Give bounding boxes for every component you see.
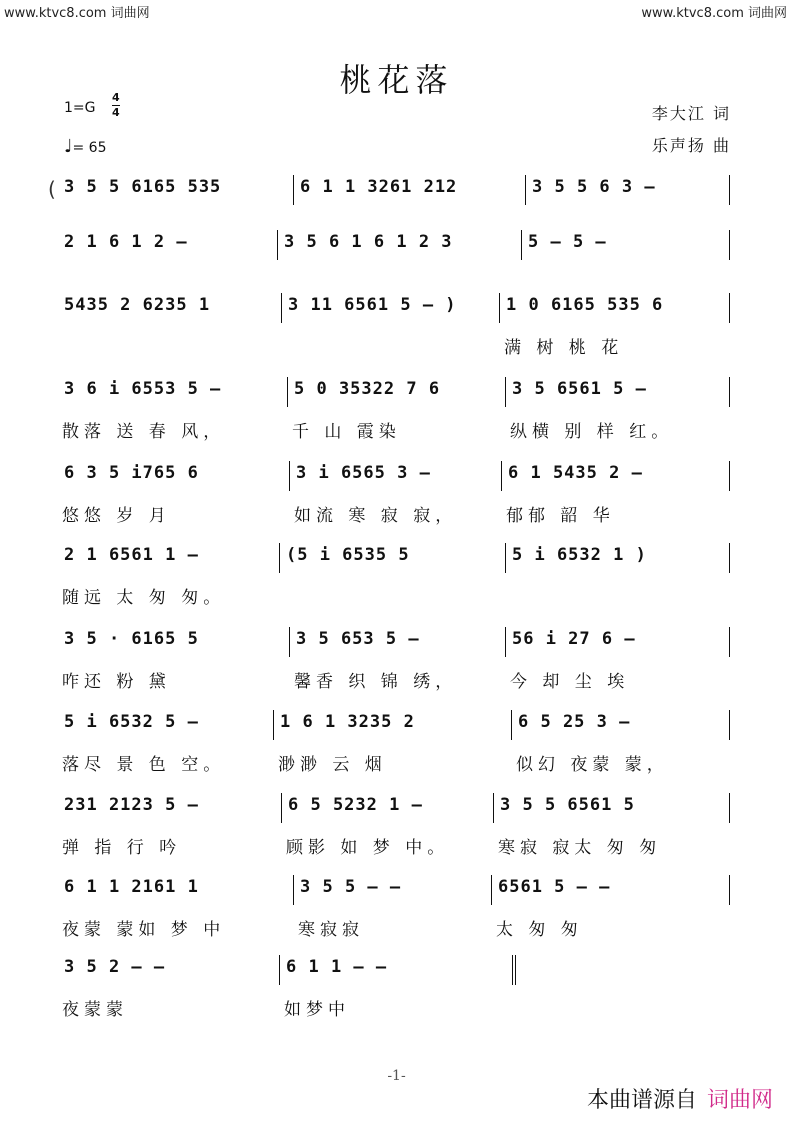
measure bbox=[492, 875, 730, 940]
composer-credit: 乐声扬 曲 bbox=[651, 136, 731, 155]
measure-notes: 2 1 6561 1 – bbox=[64, 545, 199, 565]
measure-notes: 3 5 653 5 – bbox=[296, 629, 420, 649]
measure bbox=[494, 793, 730, 858]
measure-lyrics: 顾影 如 梦 中。 bbox=[286, 838, 450, 858]
measure-notes: 1 0 6165 535 6 bbox=[506, 295, 664, 315]
measure-lyrics: 如流 寒 寂 寂， bbox=[294, 506, 458, 526]
measure bbox=[282, 293, 500, 323]
measure-notes: 2 1 6 1 2 – bbox=[64, 232, 188, 252]
measure bbox=[294, 875, 492, 940]
measure bbox=[58, 543, 280, 608]
time-signature-top: 4 bbox=[112, 91, 120, 104]
measure-lyrics: 寒寂寂 bbox=[298, 920, 364, 940]
measure-notes: 6 5 25 3 – bbox=[518, 712, 631, 732]
measure bbox=[58, 710, 274, 775]
measure-notes: 6 1 1 – – bbox=[286, 957, 388, 977]
quarter-note-icon: ♩ bbox=[64, 136, 73, 157]
measure-lyrics: 馨香 织 锦 绣， bbox=[294, 672, 458, 692]
measure-lyrics: 悠悠 岁 月 bbox=[62, 506, 171, 526]
measure bbox=[500, 293, 730, 358]
measure-notes: 3 5 5 6 3 – bbox=[532, 177, 656, 197]
measure-notes: 3 i 6565 3 – bbox=[296, 463, 431, 483]
measure-notes: 5 – 5 – bbox=[528, 232, 607, 252]
score-system bbox=[58, 230, 730, 300]
measure-notes: 3 5 6 1 6 1 2 3 bbox=[284, 232, 453, 252]
measure bbox=[58, 627, 290, 692]
measure bbox=[288, 377, 506, 442]
measure-lyrics: 夜蒙蒙 bbox=[62, 1000, 128, 1020]
measure-lyrics: 太 匆 匆 bbox=[496, 920, 583, 940]
song-title: 桃花落 bbox=[339, 61, 454, 99]
measure bbox=[58, 230, 278, 260]
measure-lyrics: 今 却 尘 埃 bbox=[510, 672, 630, 692]
measure bbox=[522, 230, 730, 260]
measure bbox=[280, 955, 516, 1020]
measure-lyrics: 咋还 粉 黛 bbox=[62, 672, 171, 692]
measure bbox=[512, 710, 730, 775]
measure-notes: 6 1 5435 2 – bbox=[508, 463, 643, 483]
measure-notes: 1 6 1 3235 2 bbox=[280, 712, 415, 732]
watermark-right: www.ktvc8.com 词曲网 bbox=[641, 6, 787, 21]
measure-notes: 231 2123 5 – bbox=[64, 795, 199, 815]
time-signature bbox=[112, 91, 120, 120]
measure-lyrics: 郁郁 韶 华 bbox=[506, 506, 615, 526]
lyricist-credit: 李大江 词 bbox=[651, 104, 731, 123]
measure-notes: 6 3 5 i765 6 bbox=[64, 463, 199, 483]
measure bbox=[290, 461, 502, 526]
measure-lyrics: 随远 太 匆 匆。 bbox=[62, 588, 226, 608]
measure bbox=[58, 955, 280, 1020]
measure-lyrics: 满 树 桃 花 bbox=[504, 338, 624, 358]
measure-notes: 3 5 5 – – bbox=[300, 877, 402, 897]
score-system bbox=[58, 293, 730, 363]
measure-notes: 56 i 27 6 – bbox=[512, 629, 636, 649]
measure bbox=[282, 793, 494, 858]
measure-notes: 3 5 2 – – bbox=[64, 957, 166, 977]
watermark-left: www.ktvc8.com 词曲网 bbox=[4, 6, 150, 21]
measure-notes: 3 5 5 6165 535 bbox=[64, 177, 222, 197]
score-system bbox=[58, 710, 730, 780]
measure-notes: 6 1 1 3261 212 bbox=[300, 177, 458, 197]
measure bbox=[294, 175, 526, 205]
measure-notes: 3 11 6561 5 – ) bbox=[288, 295, 457, 315]
measure bbox=[58, 793, 282, 858]
measure-lyrics: 落尽 景 色 空。 bbox=[62, 755, 226, 775]
score-system bbox=[58, 627, 730, 697]
measure bbox=[502, 461, 730, 526]
measure bbox=[290, 627, 506, 692]
measure-notes: 3 6 i 6553 5 – bbox=[64, 379, 222, 399]
source-credit bbox=[587, 1083, 773, 1114]
measure-notes: 5 i 6532 5 – bbox=[64, 712, 199, 732]
measure-lyrics: 千 山 霞染 bbox=[292, 422, 401, 442]
page-number: -1- bbox=[387, 1068, 406, 1084]
measure-notes: 6 1 1 2161 1 bbox=[64, 877, 199, 897]
measure bbox=[58, 293, 282, 323]
measure-notes: 6 5 5232 1 – bbox=[288, 795, 423, 815]
tempo-marking bbox=[64, 136, 107, 157]
measure-lyrics: 夜蒙 蒙如 梦 中 bbox=[62, 920, 226, 940]
time-signature-bottom: 4 bbox=[112, 106, 120, 119]
measure bbox=[58, 175, 294, 205]
measure bbox=[506, 543, 730, 573]
measure-lyrics: 散落 送 春 风， bbox=[62, 422, 226, 442]
measure bbox=[506, 627, 730, 692]
score-system bbox=[58, 793, 730, 863]
measure bbox=[280, 543, 506, 573]
source-label: 本曲谱源自 bbox=[586, 1088, 697, 1113]
source-brand: 词曲网 bbox=[706, 1088, 773, 1113]
score-system bbox=[58, 461, 730, 531]
measure bbox=[274, 710, 512, 775]
measure bbox=[278, 230, 522, 260]
measure-notes: 3 5 · 6165 5 bbox=[64, 629, 199, 649]
key-signature: 1=G bbox=[64, 100, 96, 116]
score-system bbox=[58, 875, 730, 945]
measure bbox=[58, 377, 288, 442]
measure-notes: 6561 5 – – bbox=[498, 877, 611, 897]
measure bbox=[58, 875, 294, 940]
measure-lyrics: 如梦中 bbox=[284, 1000, 350, 1020]
measure-notes: 5 i 6532 1 ) bbox=[512, 545, 647, 565]
tempo-value: = 65 bbox=[72, 140, 107, 156]
repeat-open-paren: ( bbox=[48, 177, 56, 201]
score-system bbox=[58, 377, 730, 447]
measure-notes: (5 i 6535 5 bbox=[286, 545, 410, 565]
measure-lyrics: 寒寂 寂太 匆 匆 bbox=[498, 838, 662, 858]
measure bbox=[526, 175, 730, 205]
score-system bbox=[58, 543, 730, 613]
measure-lyrics: 似幻 夜蒙 蒙， bbox=[516, 755, 669, 775]
measure-lyrics: 纵横 别 样 红。 bbox=[510, 422, 674, 442]
score-system bbox=[58, 955, 730, 1025]
measure-notes: 5435 2 6235 1 bbox=[64, 295, 211, 315]
measure-lyrics: 渺渺 云 烟 bbox=[278, 755, 387, 775]
measure-notes: 3 5 5 6561 5 bbox=[500, 795, 635, 815]
measure-lyrics: 弹 指 行 吟 bbox=[62, 838, 182, 858]
measure-notes: 3 5 6561 5 – bbox=[512, 379, 647, 399]
measure-notes: 5 0 35322 7 6 bbox=[294, 379, 441, 399]
measure bbox=[506, 377, 730, 442]
measure bbox=[58, 461, 290, 526]
